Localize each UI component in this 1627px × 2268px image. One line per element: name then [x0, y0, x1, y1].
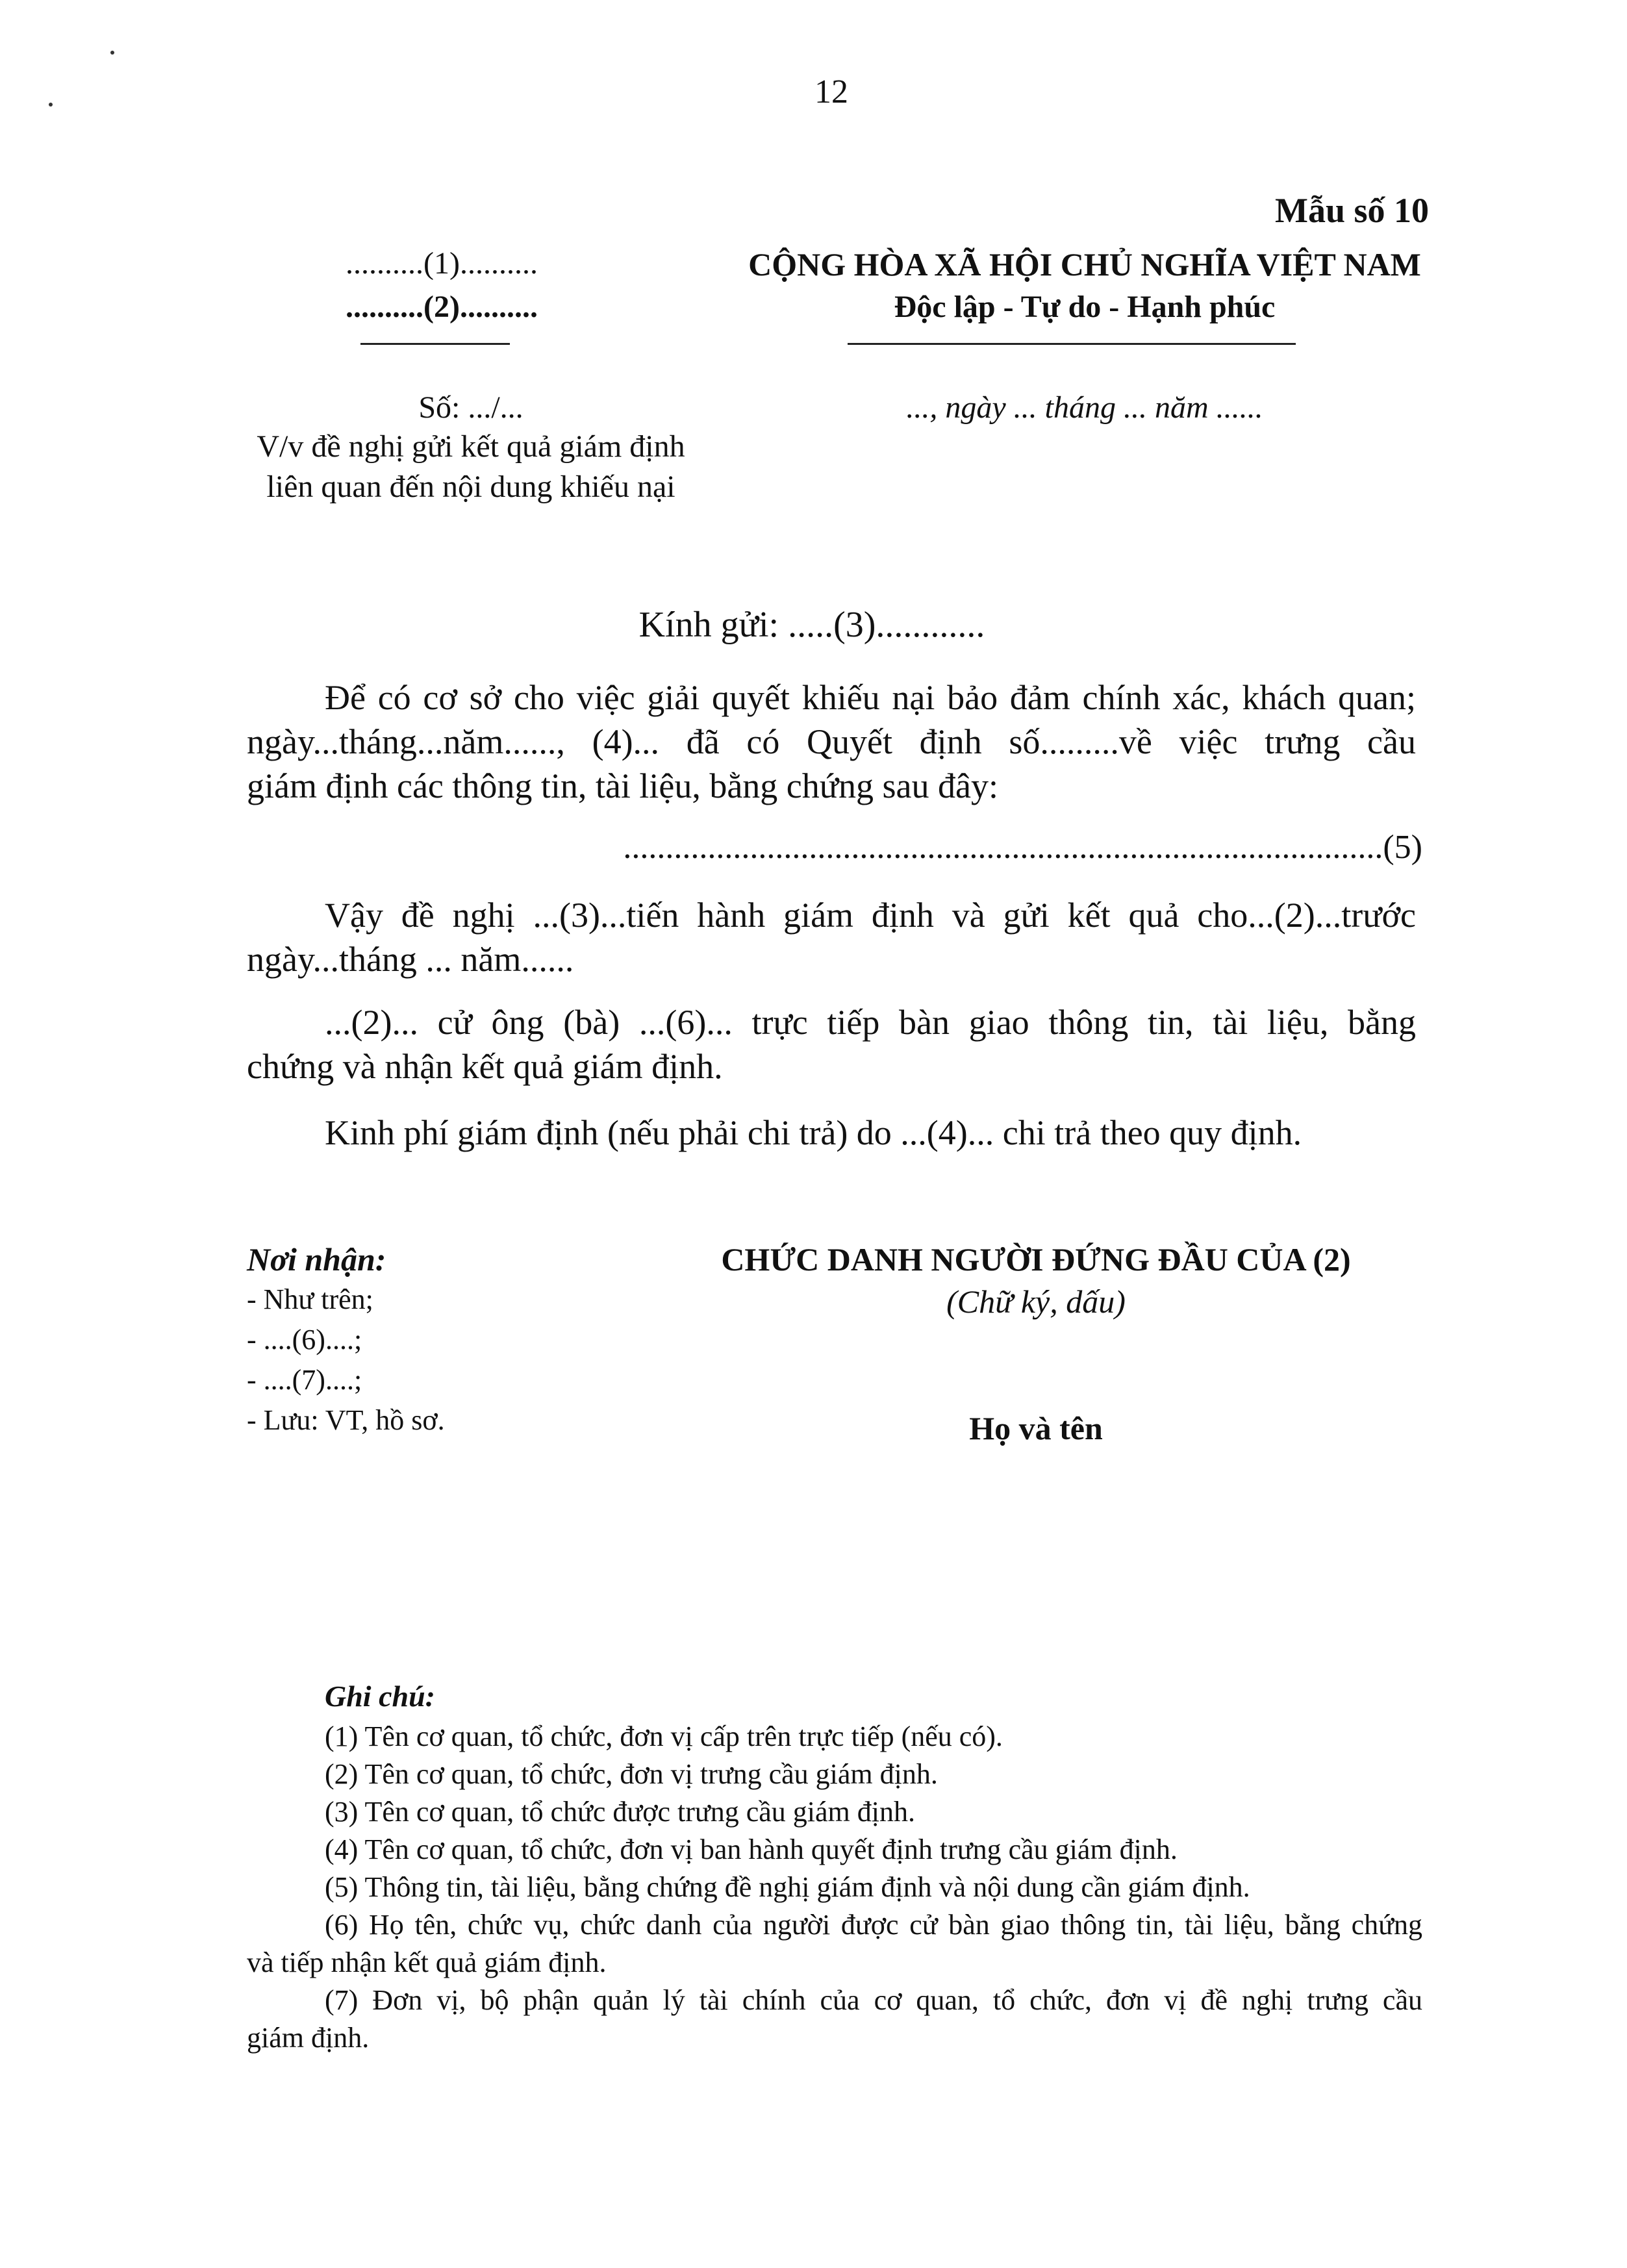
header-right-underline	[848, 343, 1296, 345]
page-number: 12	[814, 73, 848, 110]
scan-speck	[49, 103, 53, 107]
note-item	[325, 1831, 1422, 1869]
body-paragraph-2	[247, 893, 1416, 981]
org-parent-placeholder: ..........(1)..........	[346, 246, 538, 281]
body-paragraph-4	[247, 1111, 1416, 1155]
org-name-placeholder: ..........(2)..........	[346, 290, 538, 324]
national-title: CỘNG HÒA XÃ HỘI CHỦ NGHĨA VIỆT NAM	[748, 246, 1421, 283]
signer-name: Họ và tên	[969, 1410, 1103, 1446]
body-paragraph-4-line-1: Kinh phí giám định (nếu phải chi trả) do ...(4)... chi trả theo quy định.	[325, 1113, 1302, 1152]
note-item-text: (2) Tên cơ quan, tổ chức, đơn vị trưng cầu giám định.	[325, 1758, 938, 1790]
body-paragraph-1-line-2: ngày...tháng...năm......, (4)... đã có Quyết định số.........về việc trưng cầu	[247, 722, 1416, 761]
body-paragraph-3	[247, 1000, 1416, 1089]
note-item	[247, 1906, 1422, 1982]
body-paragraph-2-line-2: ngày...tháng ... năm......	[247, 940, 574, 979]
date-line: ..., ngày ... tháng ... năm ......	[906, 390, 1263, 425]
scan-speck	[110, 51, 114, 55]
recipients-title: Nơi nhận:	[247, 1241, 386, 1278]
note-item-text: (3) Tên cơ quan, tổ chức được trưng cầu giám định.	[325, 1796, 916, 1828]
header-left-underline	[360, 343, 510, 345]
note-item-continuation: và tiếp nhận kết quả giám định.	[247, 1947, 607, 1978]
signer-title: CHỨC DANH NGƯỜI ĐỨNG ĐẦU CỦA (2)	[721, 1241, 1351, 1278]
note-item	[325, 1756, 1422, 1793]
recipient-item: - ....(6)....;	[247, 1324, 362, 1355]
note-item-continuation: giám định.	[247, 2022, 370, 2054]
note-item-text: (1) Tên cơ quan, tổ chức, đơn vị cấp trên trực tiếp (nếu có).	[325, 1720, 1003, 1752]
body-paragraph-3-line-2: chứng và nhận kết quả giám định.	[247, 1047, 723, 1086]
notes-title: Ghi chú:	[325, 1680, 435, 1713]
national-motto: Độc lập - Tự do - Hạnh phúc	[894, 290, 1276, 324]
signature-stamp-note: (Chữ ký, dấu)	[946, 1283, 1126, 1320]
salutation: Kính gửi: .....(3)............	[638, 605, 985, 645]
body-paragraph-1-line-3: giám định các thông tin, tài liệu, bằng chứng sau đây:	[247, 766, 998, 805]
subject-line-1: V/v đề nghị gửi kết quả giám định	[257, 429, 685, 464]
body-paragraph-2-line-1: Vậy đề nghị ...(3)...tiến hành giám định và gửi kết quả cho...(2)...trước	[325, 896, 1416, 935]
body-paragraph-1-line-1: Để có cơ sở cho việc giải quyết khiếu nại bảo đảm chính xác, khách quan;	[325, 678, 1416, 717]
note-item-text: (7) Đơn vị, bộ phận quản lý tài chính của cơ quan, tổ chức, đơn vị đề nghị trưng cầu	[325, 1984, 1422, 2016]
note-item	[325, 1793, 1422, 1831]
form-number: Mẫu số 10	[1274, 191, 1429, 230]
note-item	[325, 1718, 1422, 1756]
body-paragraph-1	[247, 675, 1416, 808]
note-item-text: (4) Tên cơ quan, tổ chức, đơn vị ban hành quyết định trưng cầu giám định.	[325, 1833, 1178, 1865]
body-paragraph-3-line-1: ...(2)... cử ông (bà) ...(6)... trực tiếp bàn giao thông tin, tài liệu, bằng	[325, 1003, 1416, 1042]
recipient-item: - Lưu: VT, hồ sơ.	[247, 1404, 445, 1436]
note-item-text: (6) Họ tên, chức vụ, chức danh của người được cử bàn giao thông tin, tài liệu, bằng chứng	[325, 1909, 1422, 1941]
note-item	[247, 1982, 1422, 2057]
recipient-item: - ....(7)....;	[247, 1364, 362, 1396]
subject-line-2: liên quan đến nội dung khiếu nại	[266, 470, 675, 504]
note-item-text: (5) Thông tin, tài liệu, bằng chứng đề nghị giám định và nội dung cần giám định.	[325, 1871, 1250, 1903]
document-number: Số: .../...	[418, 390, 523, 425]
note-item	[325, 1869, 1422, 1906]
evidence-list-placeholder: ..........................................................................................(5)	[623, 829, 1422, 866]
recipient-item: - Như trên;	[247, 1283, 373, 1315]
